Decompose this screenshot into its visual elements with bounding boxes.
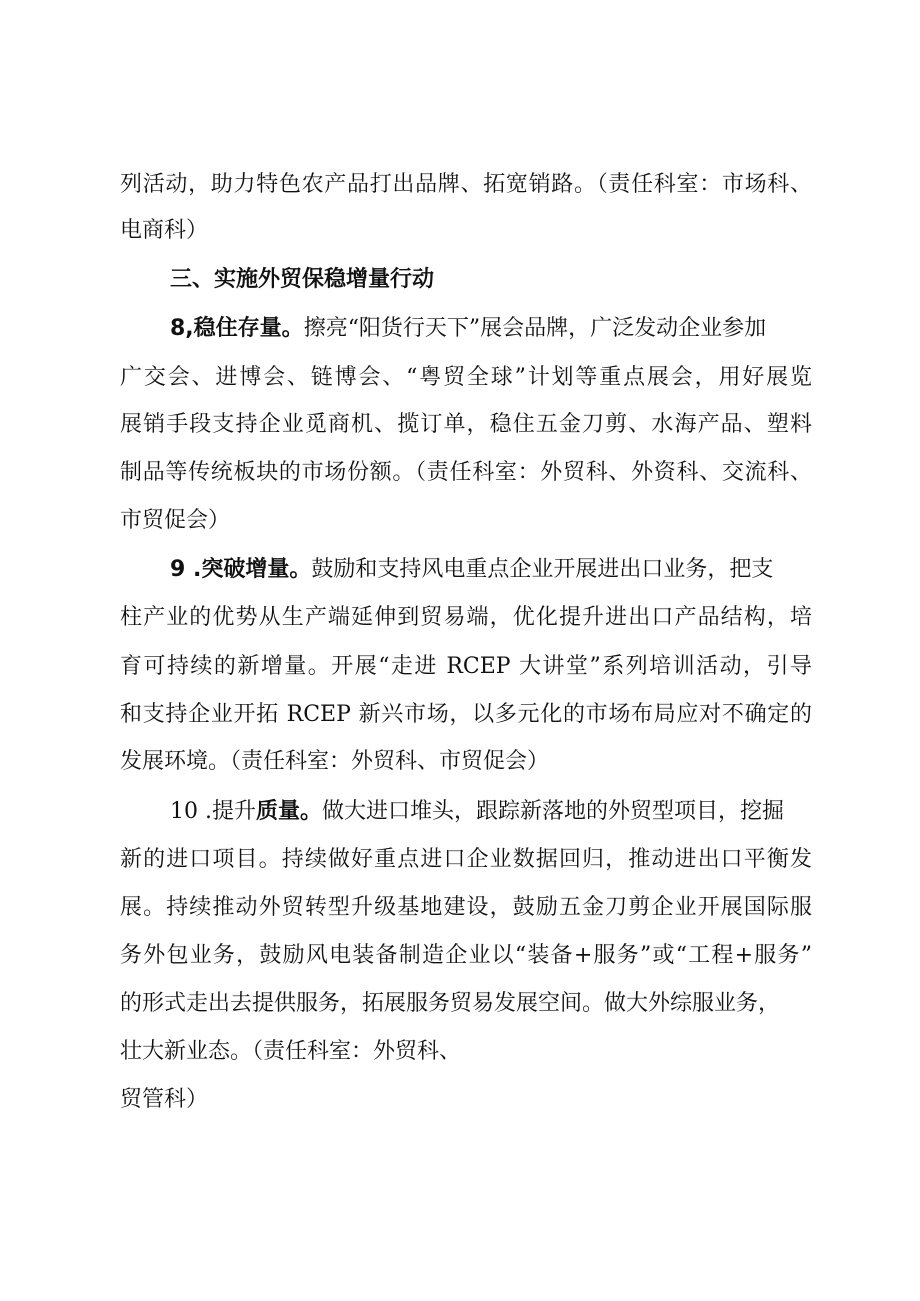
item-8-title: 稳住存量。 <box>193 316 304 341</box>
item-10-line-3: 展。持续推动外贸转型升级基地建设，鼓励五金刀剪企业开展国际服 <box>120 895 812 920</box>
item-8-line-3: 展销手段支持企业觅商机、揽订单，稳住五金刀剪、水海产品、塑料 <box>120 412 812 437</box>
item-9-number: 9 . <box>170 557 202 582</box>
continuation-line-1: 列活动，助力特色农产品打出品牌、拓宽销路。（责任科室：市场科、 <box>120 172 812 197</box>
item-10-line-2: 新的进口项目。持续做好重点进口企业数据回归，推动进出口平衡发 <box>120 847 812 872</box>
item-9-text: 鼓励和支持风电重点企业开展进出口业务，把支 <box>311 557 774 582</box>
item-8-line-2: 广交会、进博会、链博会、“粤贸全球”计划等重点展会，用好展览 <box>120 365 812 390</box>
item-9-line-2: 柱产业的优势从生产端延伸到贸易端，优化提升进出口产品结构，培 <box>120 605 812 630</box>
item-8-line-1 <box>170 314 812 344</box>
item-10-line-7: 贸管科） <box>120 1087 209 1112</box>
continuation-line-2: 电商科） <box>120 218 209 243</box>
item-9-line-5: 发展环境。（责任科室：外贸科、市贸促会） <box>120 749 550 774</box>
item-9-line-3: 育可持续的新增量。开展“走进 RCEP 大讲堂”系列培训活动，引导 <box>120 654 812 679</box>
item-9-title: 突破增量。 <box>201 557 312 582</box>
item-8-line-4: 制品等传统板块的市场份额。（责任科室：外贸科、外资科、交流科、 <box>120 460 812 485</box>
item-10-title-a: 提升 <box>211 799 256 824</box>
item-8-number: 8, <box>170 316 194 341</box>
item-8-text: 擦亮“阳货行天下”展会品牌，广泛发动企业参加 <box>303 316 767 341</box>
item-10-line-1 <box>170 797 812 827</box>
item-10-number: 10 . <box>170 799 212 824</box>
item-9-line-1 <box>170 555 812 585</box>
item-8-line-5: 市贸促会） <box>120 508 231 533</box>
item-10-line-6: 壮大新业态。（责任科室：外贸科、 <box>120 1039 462 1064</box>
item-10-title-b: 质量。 <box>256 799 323 824</box>
item-10-line-5: 的形式走出去提供服务，拓展服务贸易发展空间。做大外综服业务， <box>120 991 781 1016</box>
item-10-line-4: 务外包业务，鼓励风电装备制造企业以“装备+服务”或“工程+服务” <box>120 943 812 968</box>
item-10-text: 做大进口堆头，跟踪新落地的外贸型项目，挖掘 <box>322 799 785 824</box>
item-9-line-4: 和支持企业开拓 RCEP 新兴市场，以多元化的市场布局应对不确定的 <box>120 702 812 727</box>
section-heading: 三、实施外贸保稳增量行动 <box>170 267 435 292</box>
